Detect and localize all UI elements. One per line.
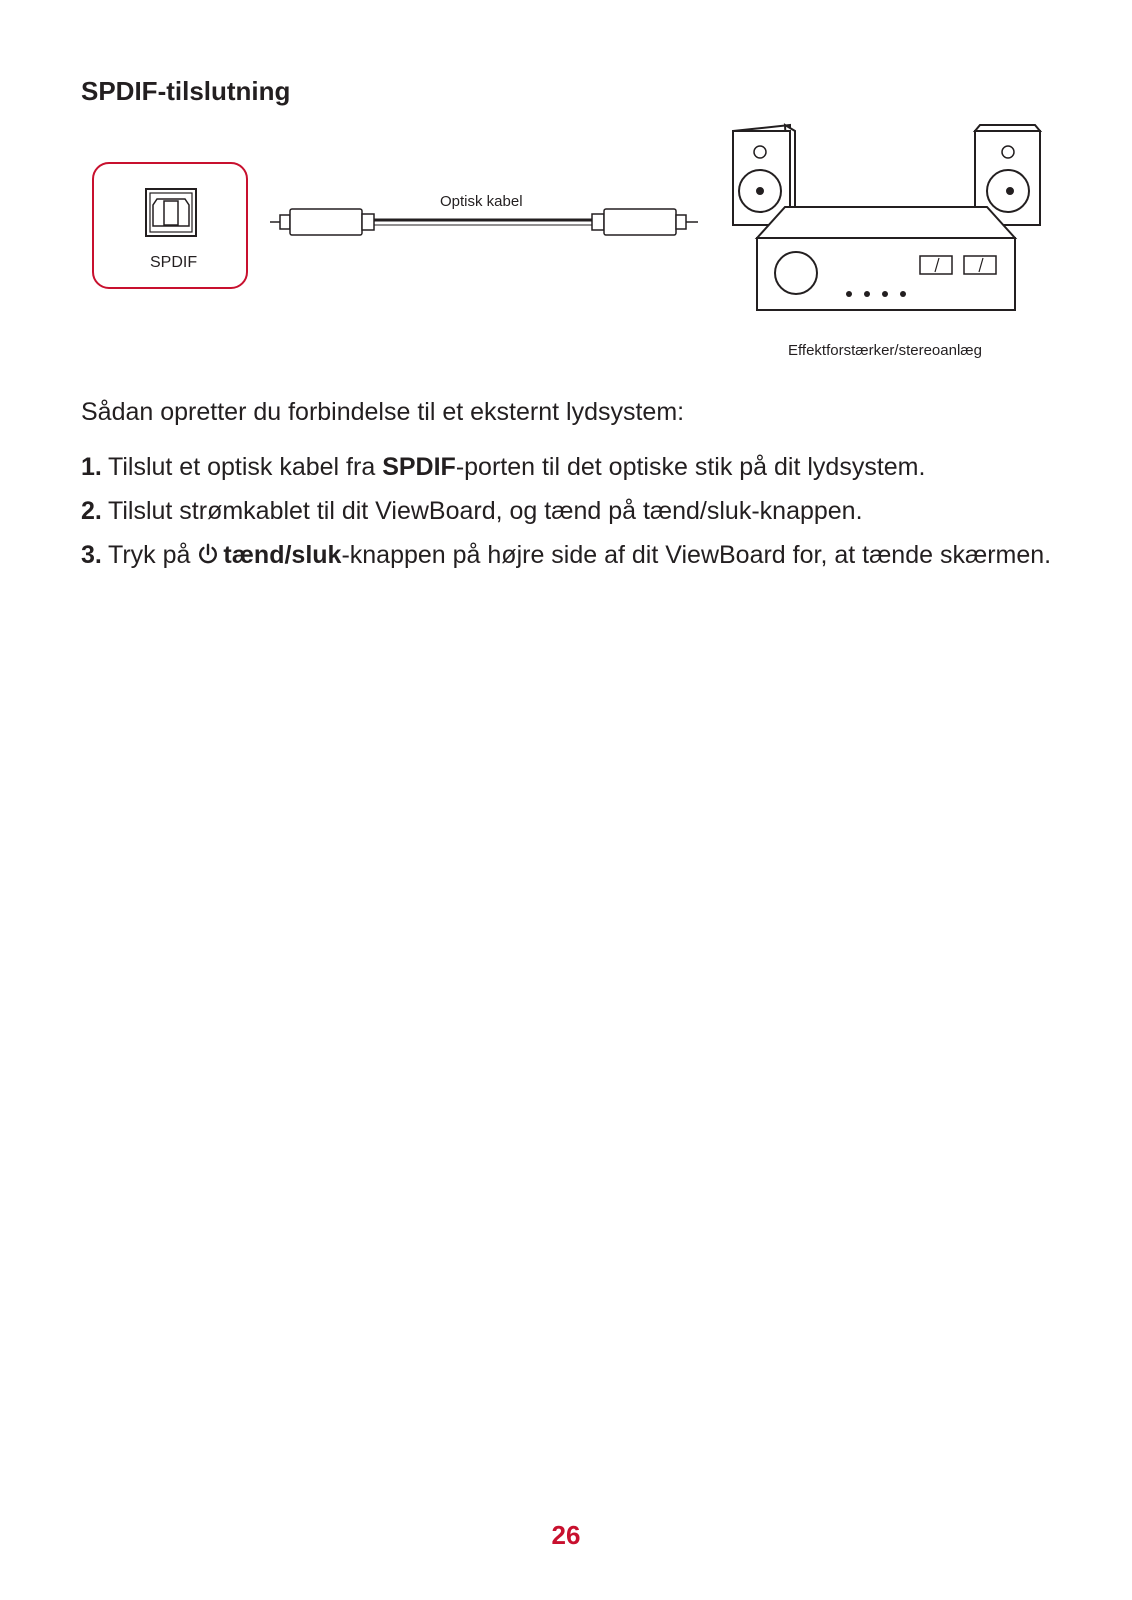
section-title: SPDIF-tilslutning bbox=[81, 76, 291, 106]
step-bold-text: tænd/sluk bbox=[223, 541, 342, 569]
spdif-connection-diagram bbox=[0, 115, 1132, 375]
intro-text: Sådan opretter du forbindelse til et eksternt lydsystem: bbox=[81, 398, 685, 426]
step-number: 1. bbox=[81, 453, 102, 481]
step-text: -porten til det optiske stik på dit lydsystem. bbox=[455, 453, 926, 481]
spdif-port-label: SPDIF bbox=[150, 254, 198, 271]
power-icon bbox=[197, 543, 219, 565]
amplifier-label: Effektforstærker/stereoanlæg bbox=[788, 342, 982, 359]
step-text: -knappen på højre side af dit ViewBoard for, at tænde skærmen. bbox=[341, 541, 1052, 569]
step-list bbox=[81, 450, 1061, 582]
step-text: Tilslut et optisk kabel fra bbox=[108, 453, 383, 481]
step-bold-text: SPDIF bbox=[382, 453, 456, 481]
amplifier-icon bbox=[757, 207, 1015, 310]
step-item bbox=[81, 450, 1061, 484]
step-item bbox=[81, 538, 1061, 572]
step-number: 3. bbox=[81, 541, 102, 569]
optical-cable-icon bbox=[270, 209, 698, 235]
step-text: Tryk på bbox=[108, 541, 198, 569]
step-number: 2. bbox=[81, 497, 102, 525]
page-number: 26 bbox=[551, 1520, 581, 1550]
optical-cable-label: Optisk kabel bbox=[440, 193, 523, 210]
step-item bbox=[81, 494, 1061, 528]
step-text: Tilslut strømkablet til dit ViewBoard, og tænd på tænd/sluk-knappen. bbox=[108, 497, 863, 525]
diagram-illustration bbox=[0, 115, 1132, 375]
